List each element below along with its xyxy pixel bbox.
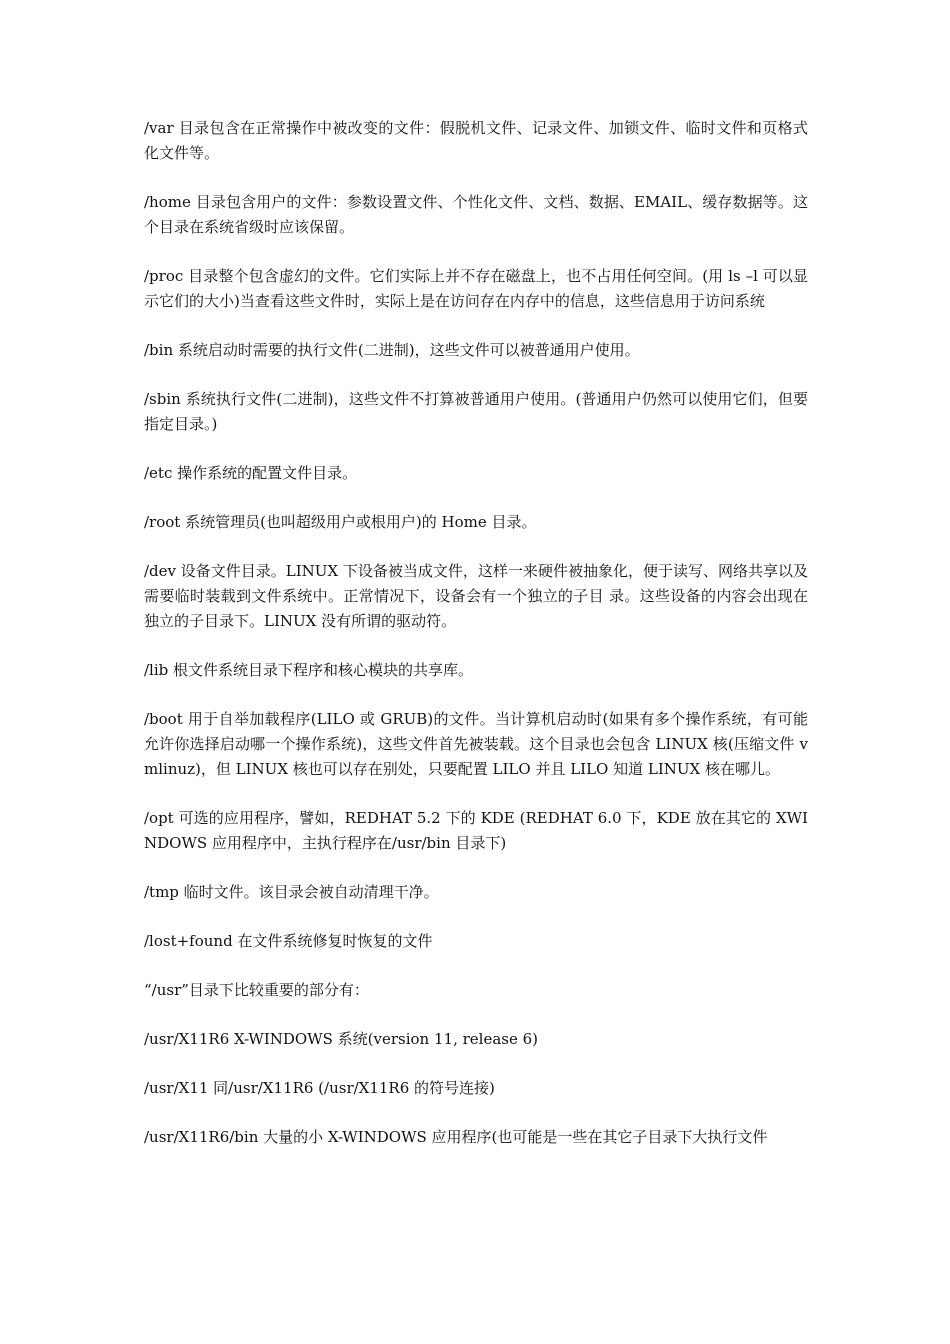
document-body [144,116,808,1174]
paragraph-etc: /etc 操作系统的配置文件目录。 [144,464,358,482]
paragraph-lib: /lib 根文件系统目录下程序和核心模块的共享库。 [144,661,474,679]
paragraph-usr-x11: /usr/X11 同/usr/X11R6 (/usr/X11R6 的符号连接) [144,1079,495,1097]
paragraph-boot: /boot 用于自举加载程序(LILO 或 GRUB)的文件。当计算机启动时(如果有多个操作系统，有可能允许你选择启动哪一个操作系统)，这些文件首先被装载。这个目录也会包含 LINUX 核(压缩文件 vmlinuz)，但 LINUX 核也可以存在别处，只要配置 LILO 并且 LILO 知道 LINUX 核在哪儿。 [144,710,808,778]
paragraph-opt: /opt 可选的应用程序，譬如，REDHAT 5.2 下的 KDE (REDHAT 6.0 下，KDE 放在其它的 XWINDOWS 应用程序中，主执行程序在/usr/bin 目录下) [144,809,808,852]
paragraph-root: /root 系统管理员(也叫超级用户或根用户)的 Home 目录。 [144,513,537,531]
paragraph-usr-intro: “/usr”目录下比较重要的部分有： [144,981,369,999]
paragraph-tmp: /tmp 临时文件。该目录会被自动清理干净。 [144,883,439,901]
paragraph-usr-x11r6-bin: /usr/X11R6/bin 大量的小 X-WINDOWS 应用程序(也可能是一些在其它子目录下大执行文件 [144,1128,768,1146]
paragraph-usr-x11r6: /usr/X11R6 X-WINDOWS 系统(version 11, release 6) [144,1030,539,1048]
paragraph-sbin: /sbin 系统执行文件(二进制)，这些文件不打算被普通用户使用。(普通用户仍然可以使用它们，但要指定目录。) [144,390,808,433]
paragraph-proc: /proc 目录整个包含虚幻的文件。它们实际上并不存在磁盘上，也不占用任何空间。(用 ls –l 可以显示它们的大小)当查看这些文件时，实际上是在访问存在内存中的信息，这些信息用于访问系统 [144,267,808,310]
paragraph-dev: /dev 设备文件目录。LINUX 下设备被当成文件，这样一来硬件被抽象化，便于读写、网络共享以及需要临时装载到文件系统中。正常情况下，设备会有一个独立的子目 录。这些设备的内容会出现在独立的子目录下。LINUX 没有所谓的驱动符。 [144,562,808,630]
paragraph-lost-found: /lost+found 在文件系统修复时恢复的文件 [144,932,433,950]
paragraph-bin: /bin 系统启动时需要的执行文件(二进制)，这些文件可以被普通用户使用。 [144,341,640,359]
paragraph-home: /home 目录包含用户的文件：参数设置文件、个性化文件、文档、数据、EMAIL、缓存数据等。这个目录在系统省级时应该保留。 [144,193,808,236]
paragraph-var: /var 目录包含在正常操作中被改变的文件：假脱机文件、记录文件、加锁文件、临时文件和页格式化文件等。 [144,119,808,162]
